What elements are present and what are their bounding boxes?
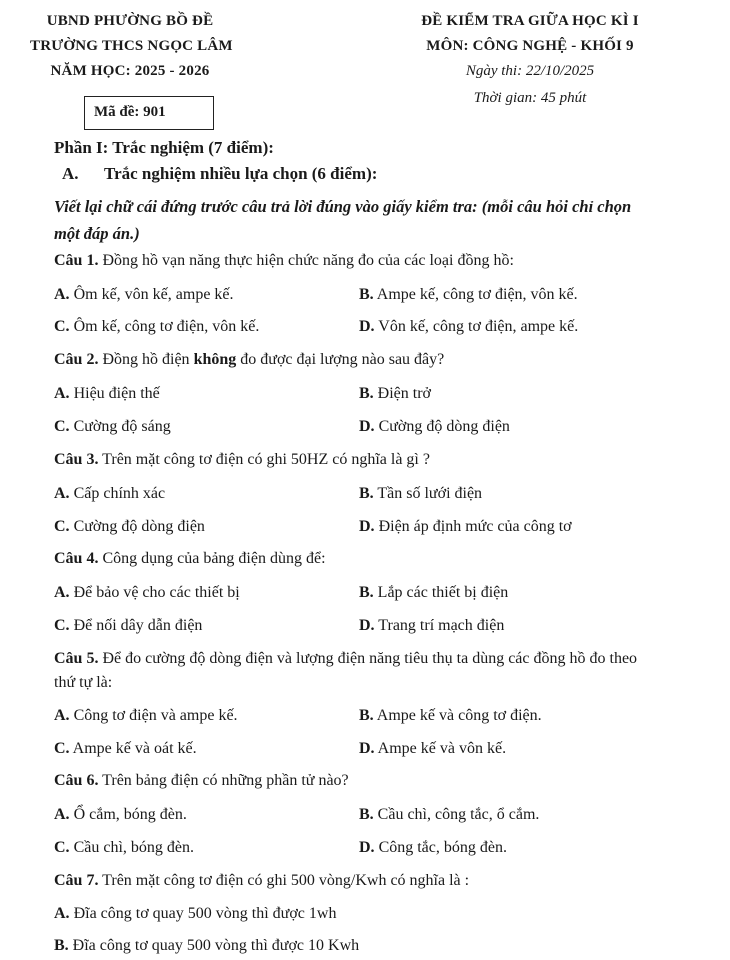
option-2c: C. Cường độ sáng — [54, 418, 171, 435]
subject-grade: MÔN: CÔNG NGHỆ - KHỐI 9 — [426, 38, 634, 54]
question-label: Câu 5. — [54, 650, 99, 667]
emphasis-not: không — [193, 351, 237, 368]
question-label: Câu 7. — [54, 872, 99, 889]
instruction-line-1: Viết lại chữ cái đứng trước câu trả lời đúng vào giấy kiểm tra: (mỗi câu hỏi chỉ chọn — [54, 197, 632, 216]
question-3: Câu 3. Trên mặt công tơ điện có ghi 50HZ có nghĩa là gì ? — [54, 451, 430, 468]
option-5d: D. Ampe kế và vôn kế. — [359, 740, 507, 757]
option-1d: D. Vôn kế, công tơ điện, ampe kế. — [359, 318, 579, 335]
option-6c: C. Cầu chì, bóng đèn. — [54, 839, 194, 856]
question-6: Câu 6. Trên bảng điện có những phần tử nào? — [54, 772, 349, 789]
option-2b: B. Điện trở — [359, 385, 432, 402]
section-a-label: A. — [62, 164, 79, 183]
district-name: UBND PHƯỜNG BỒ ĐỀ — [46, 13, 214, 29]
exam-duration: Thời gian: 45 phút — [473, 90, 587, 106]
option-5b: B. Ampe kế và công tơ điện. — [359, 707, 542, 724]
question-4: Câu 4. Công dụng của bảng điện dùng để: — [54, 550, 326, 567]
option-4a: A. Để bảo vệ cho các thiết bị — [54, 584, 240, 601]
question-2: Câu 2. Đồng hồ điện không đo được đại lượng nào sau đây? — [54, 351, 445, 368]
school-year: NĂM HỌC: 2025 - 2026 — [50, 63, 210, 79]
exam-title: ĐỀ KIỂM TRA GIỮA HỌC KÌ I — [421, 13, 639, 29]
exam-code: Mã đề: 901 — [94, 104, 166, 120]
instruction-line-2: một đáp án.) — [54, 224, 140, 243]
option-7b: B. Đĩa công tơ quay 500 vòng thì được 10 Kwh — [54, 937, 360, 954]
option-4b: B. Lắp các thiết bị điện — [359, 584, 509, 601]
question-label: Câu 6. — [54, 772, 99, 789]
option-3b: B. Tần số lưới điện — [359, 485, 483, 502]
option-3c: C. Cường độ dòng điện — [54, 518, 205, 535]
question-5-line-2: thứ tự là: — [54, 674, 113, 691]
option-5c: C. Ampe kế và oát kế. — [54, 740, 197, 757]
exam-date: Ngày thi: 22/10/2025 — [465, 63, 595, 79]
section-a-title: Trắc nghiệm nhiều lựa chọn (6 điểm): — [104, 164, 378, 183]
school-name: TRƯỜNG THCS NGỌC LÂM — [30, 38, 233, 54]
option-1a: A. Ôm kế, vôn kế, ampe kế. — [54, 286, 234, 303]
question-label: Câu 4. — [54, 550, 99, 567]
option-3a: A. Cấp chính xác — [54, 485, 166, 502]
question-label: Câu 3. — [54, 451, 99, 468]
option-1b: B. Ampe kế, công tơ điện, vôn kế. — [359, 286, 578, 303]
question-1 — [54, 252, 514, 270]
option-4d: D. Trang trí mạch điện — [359, 617, 505, 634]
option-7a: A. Đĩa công tơ quay 500 vòng thì được 1wh — [54, 905, 337, 922]
question-text: Đồng hồ vạn năng thực hiện chức năng đo của các loại đồng hồ: — [98, 252, 514, 269]
option-1c: C. Ôm kế, công tơ điện, vôn kế. — [54, 318, 260, 335]
question-label: Câu 2. — [54, 351, 99, 368]
question-label: Câu 1. — [54, 252, 99, 269]
option-2a: A. Hiệu điện thế — [54, 385, 160, 402]
option-5a: A. Công tơ điện và ampe kế. — [54, 707, 238, 724]
option-4c: C. Để nối dây dẫn điện — [54, 617, 203, 634]
option-2d: D. Cường độ dòng điện — [359, 418, 510, 435]
question-5: Câu 5. Để đo cường độ dòng điện và lượng điện năng tiêu thụ ta dùng các đồng hồ đo theo — [54, 650, 638, 667]
option-6a: A. Ổ cắm, bóng đèn. — [54, 806, 187, 823]
part1-title: Phần I: Trắc nghiệm (7 điểm): — [54, 138, 274, 157]
option-6d: D. Công tắc, bóng đèn. — [359, 839, 507, 856]
question-7: Câu 7. Trên mặt công tơ điện có ghi 500 vòng/Kwh có nghĩa là : — [54, 872, 470, 889]
option-6b: B. Cầu chì, công tắc, ổ cắm. — [359, 806, 540, 823]
option-3d: D. Điện áp định mức của công tơ — [359, 518, 572, 535]
